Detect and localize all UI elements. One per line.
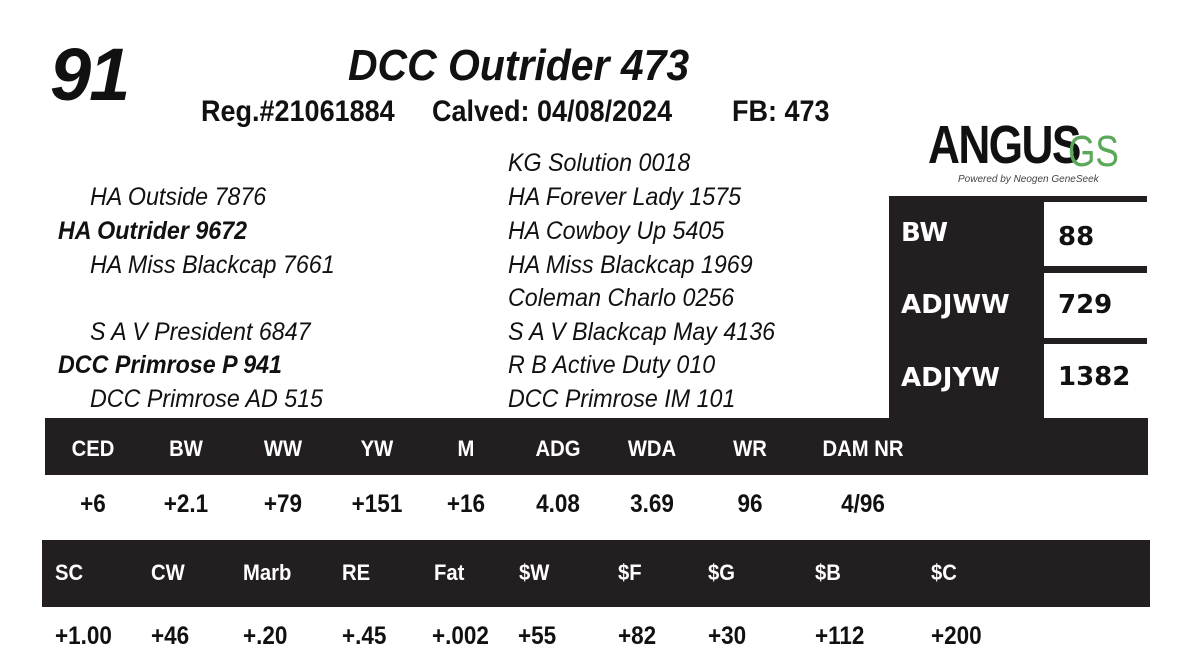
pedigree-right-5: Coleman Charlo 0256: [508, 284, 735, 312]
pedigree-dam-sire: S A V President 6847: [90, 318, 311, 346]
epd-header-yw: YW: [360, 436, 394, 461]
epd-header-cw: CW: [151, 560, 185, 585]
epd-header-c-index: $C: [931, 560, 957, 585]
epd-value-wda: 3.69: [630, 490, 674, 518]
calved-date: Calved: 04/08/2024: [432, 95, 673, 128]
epd-value-ww: +79: [263, 490, 303, 518]
pedigree-right-8: DCC Primrose IM 101: [508, 385, 736, 413]
pedigree-right-2: HA Forever Lady 1575: [508, 183, 742, 211]
stat-value-adjyw: 1382: [1058, 362, 1131, 392]
pedigree-right-7: R B Active Duty 010: [508, 351, 716, 379]
pedigree-dam-dam: DCC Primrose AD 515: [90, 385, 323, 413]
epd-value-bw: +2.1: [163, 490, 209, 518]
epd-header-ced: CED: [71, 436, 115, 461]
registration-number: Reg.#21061884: [201, 95, 395, 128]
stat-label-adjyw: ADJYW: [901, 363, 1000, 393]
pedigree-right-6: S A V Blackcap May 4136: [508, 318, 776, 346]
epd-value-m: +16: [446, 490, 486, 518]
fb-number: FB: 473: [732, 95, 830, 128]
epd-header-re: RE: [342, 560, 371, 585]
epd-value-w-index: +55: [518, 622, 557, 650]
stat-label-bw: BW: [901, 218, 949, 248]
epd-header-wda: WDA: [627, 436, 677, 461]
epd-header-band-2: [42, 540, 1150, 607]
epd-value-marb: +.20: [243, 622, 288, 650]
epd-header-bw: BW: [169, 436, 203, 461]
lot-number: 91: [50, 33, 129, 116]
pedigree-sire-sire: HA Outside 7876: [90, 183, 267, 211]
epd-value-f-index: +82: [618, 622, 657, 650]
epd-header-w-index: $W: [519, 560, 550, 585]
epd-value-dam-nr: 4/96: [841, 490, 885, 518]
epd-header-f-index: $F: [618, 560, 642, 585]
logo-main-text: ANGUS: [928, 115, 1080, 175]
epd-header-fat: Fat: [434, 560, 465, 585]
pedigree-right-3: HA Cowboy Up 5405: [508, 217, 725, 245]
epd-value-fat: +.002: [432, 622, 489, 650]
epd-header-sc: SC: [55, 560, 84, 585]
epd-header-adg: ADG: [535, 436, 581, 461]
epd-header-g-index: $G: [708, 560, 736, 585]
epd-header-ww: WW: [263, 436, 303, 461]
epd-value-sc: +1.00: [55, 622, 112, 650]
epd-value-g-index: +30: [708, 622, 747, 650]
pedigree-sire-dam: HA Miss Blackcap 7661: [90, 251, 335, 279]
logo-gs-text: GS: [1068, 127, 1119, 176]
epd-value-cw: +46: [151, 622, 190, 650]
stat-value-adjww: 729: [1058, 290, 1113, 320]
epd-header-wr: WR: [733, 436, 767, 461]
pedigree-right-4: HA Miss Blackcap 1969: [508, 251, 753, 279]
animal-name: DCC Outrider 473: [348, 41, 690, 90]
epd-value-adg: 4.08: [536, 490, 580, 518]
epd-value-re: +.45: [342, 622, 387, 650]
epd-value-wr: 96: [737, 490, 763, 518]
epd-value-yw: +151: [351, 490, 403, 518]
epd-header-m: M: [457, 436, 475, 461]
epd-value-ced: +6: [80, 490, 106, 518]
logo-tagline: Powered by Neogen GeneSeek: [958, 174, 1099, 185]
epd-value-c-index: +200: [931, 622, 982, 650]
epd-header-dam-nr: DAM NR: [822, 436, 904, 461]
epd-header-b-index: $B: [815, 560, 841, 585]
pedigree-sire: HA Outrider 9672: [58, 217, 248, 245]
stat-value-bw: 88: [1058, 222, 1095, 252]
pedigree-right-1: KG Solution 0018: [508, 149, 691, 177]
stat-label-adjww: ADJWW: [901, 290, 1010, 320]
pedigree-dam: DCC Primrose P 941: [58, 351, 282, 379]
epd-header-marb: Marb: [243, 560, 292, 585]
epd-value-b-index: +112: [815, 622, 865, 650]
